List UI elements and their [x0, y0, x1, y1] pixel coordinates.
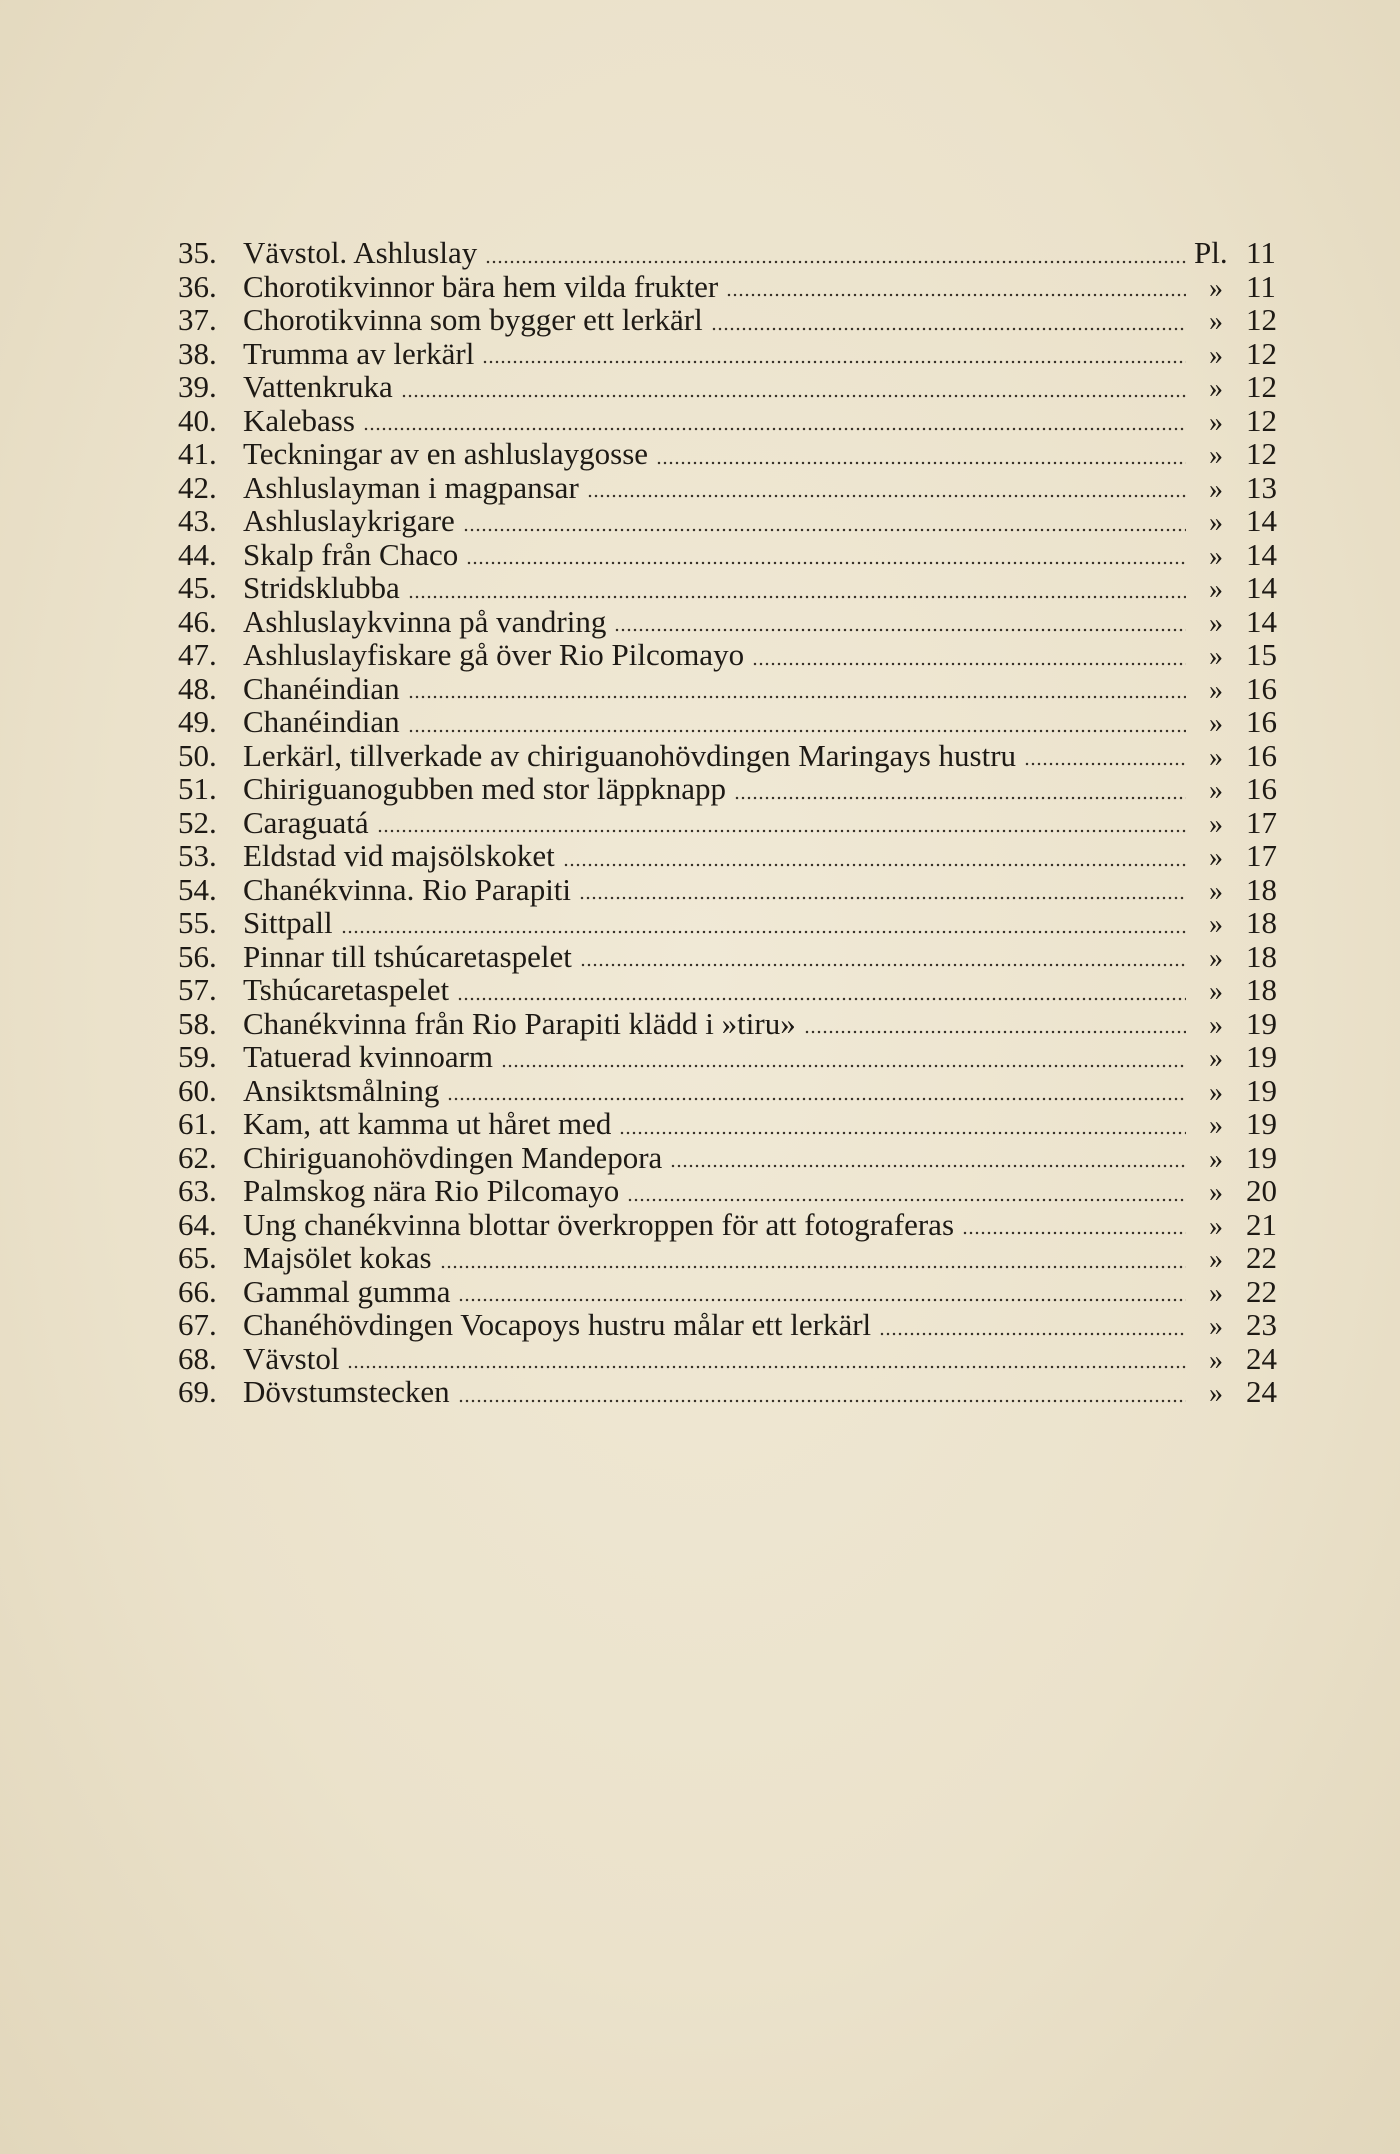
plate-reference: [1194, 1208, 1290, 1244]
entry-title: Eldstad vid majsölskoket: [243, 838, 555, 873]
entry-number: 66.: [178, 1273, 217, 1309]
plate-number: 14: [1246, 603, 1277, 639]
entry-number: 47.: [178, 637, 217, 672]
ditto-mark: »: [1209, 1143, 1223, 1175]
list-item: [178, 940, 1290, 974]
plate-reference: [1194, 605, 1290, 641]
list-item: [178, 1107, 1290, 1141]
list-item: [178, 471, 1290, 505]
ditto-mark: »: [1209, 674, 1223, 706]
dot-leader: [457, 997, 1186, 1001]
entry-number: 35.: [178, 235, 217, 270]
entry-number: 63.: [178, 1173, 217, 1208]
ditto-mark: »: [1209, 507, 1223, 538]
entry-title: Ansiktsmålning: [243, 1072, 440, 1108]
dot-leader: [579, 896, 1186, 900]
entry-number: 48.: [178, 670, 217, 706]
plate-number: 17: [1246, 838, 1277, 873]
plate-number: 22: [1246, 1240, 1277, 1275]
entry-number: 65.: [178, 1240, 217, 1275]
plate-reference: [1194, 236, 1290, 270]
ditto-mark: »: [1209, 1110, 1223, 1141]
list-item: [178, 705, 1290, 739]
list-item: [178, 437, 1290, 471]
plate-number: 18: [1246, 905, 1277, 940]
ditto-mark: »: [1209, 1344, 1223, 1376]
dot-leader: [447, 1097, 1186, 1101]
ditto-mark: »: [1209, 775, 1223, 806]
ditto-mark: »: [1209, 1378, 1223, 1409]
entry-title: Palmskog nära Rio Pilcomayo: [243, 1173, 620, 1208]
entry-number: 43.: [178, 503, 217, 538]
dot-leader: [627, 1198, 1186, 1202]
plate-reference: [1194, 672, 1290, 708]
plate-reference: [1194, 1174, 1290, 1210]
entry-title: Tshúcaretaspelet: [243, 972, 450, 1007]
dot-leader: [670, 1164, 1186, 1168]
entry-number: 51.: [178, 771, 217, 806]
list-item: [178, 236, 1290, 270]
list-item: [178, 1342, 1290, 1376]
plate-number: 15: [1246, 637, 1277, 672]
list-item: [178, 504, 1290, 538]
entry-title: Ashluslaykvinna på vandring: [243, 603, 607, 639]
list-item: [178, 638, 1290, 672]
list-item: [178, 605, 1290, 639]
dot-leader: [752, 662, 1186, 666]
entry-title: Trumma av lerkärl: [243, 335, 475, 371]
dot-leader: [408, 595, 1186, 599]
plate-reference: [1194, 571, 1290, 607]
entry-number: 37.: [178, 302, 217, 337]
dot-leader: [463, 528, 1186, 532]
list-item: [178, 873, 1290, 907]
dot-leader: [580, 963, 1186, 967]
list-item: [178, 404, 1290, 438]
dot-leader: [408, 729, 1186, 733]
ditto-mark: »: [1209, 909, 1223, 940]
plate-reference: [1194, 270, 1290, 306]
list-item: [178, 1275, 1290, 1309]
ditto-mark: »: [1209, 641, 1223, 672]
entry-title: Majsölet kokas: [243, 1240, 432, 1275]
entry-title: Lerkärl, tillverkade av chiriguanohövdingen Maringays hustru: [243, 737, 1017, 773]
plate-number: 19: [1246, 1072, 1277, 1108]
plate-number: 14: [1246, 503, 1277, 538]
dot-leader: [408, 695, 1186, 699]
dot-leader: [656, 461, 1186, 465]
ditto-mark: »: [1209, 406, 1223, 438]
entry-number: 61.: [178, 1106, 217, 1141]
plate-reference: [1194, 1342, 1290, 1378]
plate-reference: [1194, 370, 1290, 406]
list-item: [178, 270, 1290, 304]
entry-title: Chanékvinna. Rio Parapiti: [243, 871, 572, 907]
entry-number: 41.: [178, 436, 217, 471]
list-item: [178, 739, 1290, 773]
plate-number: 11: [1246, 268, 1276, 304]
plate-reference: [1194, 906, 1290, 942]
dot-leader: [711, 327, 1186, 331]
entry-number: 59.: [178, 1039, 217, 1074]
entry-number: 45.: [178, 570, 217, 605]
dot-leader: [458, 1298, 1186, 1302]
entry-number: 46.: [178, 603, 217, 639]
list-item: [178, 538, 1290, 572]
entry-title: Chorotikvinna som bygger ett lerkärl: [243, 302, 703, 337]
list-item: [178, 672, 1290, 706]
ditto-mark: »: [1209, 875, 1223, 907]
entry-number: 50.: [178, 737, 217, 773]
plate-reference: [1194, 437, 1290, 473]
list-item: [178, 906, 1290, 940]
plate-number: 16: [1246, 670, 1277, 706]
entry-number: 49.: [178, 704, 217, 739]
entry-title: Tatuerad kvinnoarm: [243, 1039, 494, 1074]
plate-number: 18: [1246, 871, 1277, 907]
entry-title: Sittpall: [243, 905, 333, 940]
plate-number: 12: [1246, 369, 1277, 404]
plate-reference: [1194, 1375, 1290, 1411]
list-item: [178, 1208, 1290, 1242]
plate-number: 11: [1246, 235, 1276, 270]
entry-title: Chiriguanohövdingen Mandepora: [243, 1139, 663, 1175]
ditto-mark: »: [1209, 574, 1223, 605]
plate-reference: [1194, 739, 1290, 775]
plate-reference: [1194, 1074, 1290, 1110]
plate-number: 23: [1246, 1307, 1277, 1342]
ditto-mark: »: [1209, 339, 1223, 371]
entry-number: 42.: [178, 469, 217, 505]
entry-number: 40.: [178, 402, 217, 438]
dot-leader: [485, 260, 1186, 264]
entry-title: Kalebass: [243, 402, 355, 438]
ditto-mark: »: [1209, 1043, 1223, 1074]
entry-number: 44.: [178, 536, 217, 572]
entry-number: 64.: [178, 1206, 217, 1242]
list-item: [178, 806, 1290, 840]
dot-leader: [619, 1131, 1186, 1135]
entry-number: 68.: [178, 1340, 217, 1376]
plate-reference: [1194, 404, 1290, 440]
entry-number: 56.: [178, 938, 217, 974]
plate-reference: [1194, 940, 1290, 976]
ditto-mark: »: [1209, 373, 1223, 404]
ditto-mark: »: [1209, 1244, 1223, 1275]
plate-number: 24: [1246, 1340, 1277, 1376]
list-item: [178, 1174, 1290, 1208]
list-item: [178, 1308, 1290, 1342]
entry-title: Chanéindian: [243, 704, 400, 739]
plate-number: 18: [1246, 972, 1277, 1007]
plate-reference: [1194, 1275, 1290, 1311]
list-item: [178, 772, 1290, 806]
plate-reference: [1194, 1007, 1290, 1043]
plate-number: 19: [1246, 1005, 1277, 1041]
list-item: [178, 337, 1290, 371]
entry-number: 36.: [178, 268, 217, 304]
entry-title: Teckningar av en ashluslaygosse: [243, 436, 649, 471]
plate-number: 13: [1246, 469, 1277, 505]
entry-number: 39.: [178, 369, 217, 404]
illustration-list: [178, 236, 1290, 1409]
plate-reference: [1194, 873, 1290, 909]
plate-number: 21: [1246, 1206, 1277, 1242]
dot-leader: [347, 1365, 1186, 1369]
ditto-mark: »: [1209, 1076, 1223, 1108]
plate-number: 16: [1246, 771, 1277, 806]
entry-title: Vävstol. Ashluslay: [243, 235, 478, 270]
list-item: [178, 1074, 1290, 1108]
plate-number: 14: [1246, 570, 1277, 605]
entry-title: Dövstumstecken: [243, 1374, 450, 1409]
dot-leader: [804, 1030, 1186, 1034]
plate-number: 16: [1246, 737, 1277, 773]
plate-number: 17: [1246, 804, 1277, 840]
plate-number: 19: [1246, 1139, 1277, 1175]
dot-leader: [482, 360, 1186, 364]
plate-number: 22: [1246, 1273, 1277, 1309]
dot-leader: [377, 829, 1186, 833]
ditto-mark: »: [1209, 1311, 1223, 1342]
entry-title: Kam, att kamma ut håret med: [243, 1106, 612, 1141]
plate-reference: [1194, 638, 1290, 674]
plate-reference: [1194, 1141, 1290, 1177]
entry-number: 38.: [178, 335, 217, 371]
list-item: [178, 1141, 1290, 1175]
entry-number: 52.: [178, 804, 217, 840]
entry-title: Vattenkruka: [243, 369, 393, 404]
dot-leader: [341, 930, 1186, 934]
ditto-mark: »: [1209, 540, 1223, 572]
plate-number: 16: [1246, 704, 1277, 739]
plate-number: 14: [1246, 536, 1277, 572]
entry-title: Chanéindian: [243, 670, 400, 706]
plate-number: 24: [1246, 1374, 1277, 1409]
plate-number: 12: [1246, 302, 1277, 337]
list-item: [178, 370, 1290, 404]
plate-reference: [1194, 504, 1290, 540]
plate-reference: [1194, 839, 1290, 875]
entry-title: Gammal gumma: [243, 1273, 451, 1309]
ditto-mark: »: [1209, 440, 1223, 471]
entry-title: Stridsklubba: [243, 570, 400, 605]
plate-reference: [1194, 1040, 1290, 1076]
dot-leader: [501, 1064, 1186, 1068]
plate-reference: [1194, 1308, 1290, 1344]
ditto-mark: »: [1209, 708, 1223, 739]
ditto-mark: »: [1209, 842, 1223, 873]
dot-leader: [466, 561, 1186, 565]
entry-title: Ashluslaykrigare: [243, 503, 455, 538]
dot-leader: [726, 293, 1186, 297]
list-item: [178, 839, 1290, 873]
entry-title: Ashluslayfiskare gå över Rio Pilcomayo: [243, 637, 745, 672]
dot-leader: [962, 1231, 1186, 1235]
entry-title: Skalp från Chaco: [243, 536, 459, 572]
plate-reference: [1194, 772, 1290, 808]
entry-number: 69.: [178, 1374, 217, 1409]
plate-number: 19: [1246, 1039, 1277, 1074]
entry-title: Chanékvinna från Rio Parapiti klädd i »tiru»: [243, 1005, 796, 1041]
plate-number: 18: [1246, 938, 1277, 974]
plate-number: 19: [1246, 1106, 1277, 1141]
entry-title: Vävstol: [243, 1340, 340, 1376]
entry-title: Chorotikvinnor bära hem vilda frukter: [243, 268, 719, 304]
entry-title: Chiriguanogubben med stor läppknapp: [243, 771, 726, 806]
dot-leader: [440, 1265, 1186, 1269]
entry-title: Ung chanékvinna blottar överkroppen för att fotograferas: [243, 1206, 955, 1242]
plate-reference: [1194, 973, 1290, 1009]
dot-leader: [879, 1332, 1186, 1336]
plate-reference: [1194, 303, 1290, 339]
ditto-mark: »: [1209, 1177, 1223, 1208]
entry-number: 53.: [178, 838, 217, 873]
plate-number: 12: [1246, 436, 1277, 471]
ditto-mark: »: [1209, 741, 1223, 773]
dot-leader: [563, 863, 1186, 867]
ditto-mark: »: [1209, 473, 1223, 505]
entry-number: 54.: [178, 871, 217, 907]
dot-leader: [1024, 762, 1186, 766]
ditto-mark: »: [1209, 808, 1223, 840]
ditto-mark: »: [1209, 942, 1223, 974]
plate-reference: [1194, 1107, 1290, 1143]
dot-leader: [734, 796, 1186, 800]
dot-leader: [363, 427, 1186, 431]
entry-title: Ashluslayman i magpansar: [243, 469, 579, 505]
plate-reference: [1194, 471, 1290, 507]
list-item: [178, 1241, 1290, 1275]
entry-number: 60.: [178, 1072, 217, 1108]
plate-number: 20: [1246, 1173, 1277, 1208]
ditto-mark: »: [1209, 1210, 1223, 1242]
entry-number: 58.: [178, 1005, 217, 1041]
list-item: [178, 1375, 1290, 1409]
plate-reference: [1194, 538, 1290, 574]
dot-leader: [458, 1399, 1186, 1403]
entry-number: 57.: [178, 972, 217, 1007]
plate-number: 12: [1246, 335, 1277, 371]
list-item: [178, 973, 1290, 1007]
list-item: [178, 1040, 1290, 1074]
ditto-mark: »: [1209, 306, 1223, 337]
entry-title: Pinnar till tshúcaretaspelet: [243, 938, 572, 974]
dot-leader: [614, 628, 1186, 632]
ditto-mark: »: [1209, 1277, 1223, 1309]
list-item: [178, 1007, 1290, 1041]
entry-title: Chanéhövdingen Vocapoys hustru målar ett lerkärl: [243, 1307, 872, 1342]
dot-leader: [401, 394, 1186, 398]
entry-number: 67.: [178, 1307, 217, 1342]
plate-reference: [1194, 337, 1290, 373]
ditto-mark: »: [1209, 607, 1223, 639]
plate-abbreviation: Pl.: [1194, 235, 1228, 270]
entry-number: 55.: [178, 905, 217, 940]
list-item: [178, 303, 1290, 337]
ditto-mark: »: [1209, 976, 1223, 1007]
ditto-mark: »: [1209, 272, 1223, 304]
entry-number: 62.: [178, 1139, 217, 1175]
plate-reference: [1194, 806, 1290, 842]
plate-reference: [1194, 705, 1290, 741]
ditto-mark: »: [1209, 1009, 1223, 1041]
entry-title: Caraguatá: [243, 804, 369, 840]
plate-reference: [1194, 1241, 1290, 1277]
plate-number: 12: [1246, 402, 1277, 438]
list-item: [178, 571, 1290, 605]
dot-leader: [587, 494, 1186, 498]
